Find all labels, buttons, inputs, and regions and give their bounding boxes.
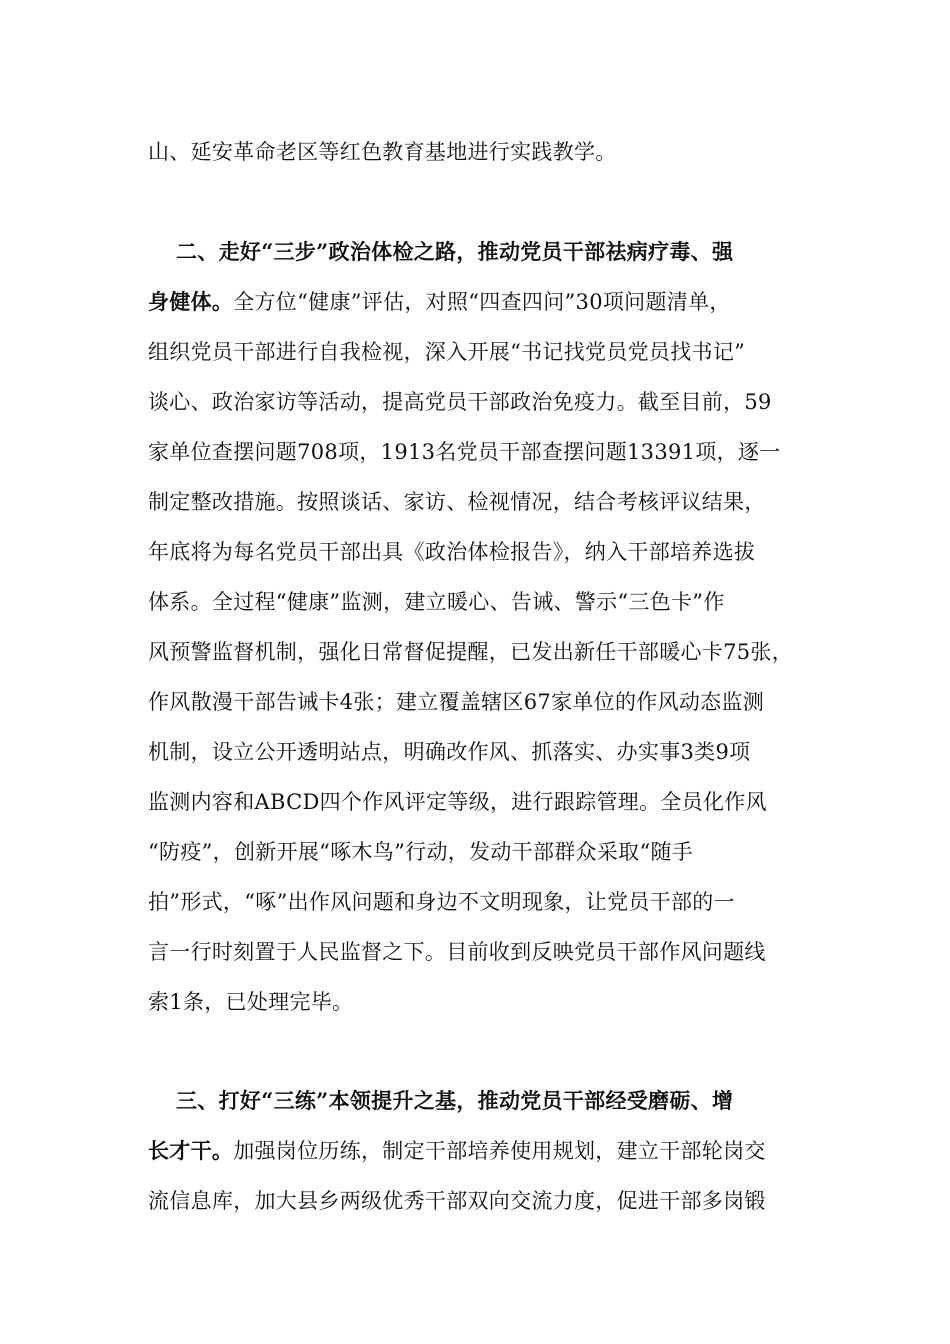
paragraph-line [148,1136,818,1166]
line-text: “防疫”，创新开展“啄木鸟”行动，发动干部群众采取“随手 [148,840,694,864]
line-text: 风预警监督机制，强化日常督促提醒，已发出新任干部暖心卡75张， [148,640,794,664]
paragraph-line [148,387,818,417]
section-heading-text: 二、走好“三步”政治体检之路，推动党员干部祛病疗毒、强 [176,239,734,264]
section-heading-text: 三、打好“三练”本领提升之基，推动党员干部经受磨砺、增 [176,1088,734,1113]
line-text: 家单位查摆问题708项，1913名党员干部查摆问题13391项，逐一 [148,440,781,464]
paragraph-line [148,687,818,717]
paragraph-line [148,337,818,367]
paragraph-line [148,937,818,967]
line-text: 言一行时刻置于人民监督之下。目前收到反映党员干部作风问题线 [148,940,766,964]
line-text: 索1条，已处理完毕。 [148,990,354,1014]
paragraph-line [148,587,818,617]
line-text: 谈心、政治家访等活动，提高党员干部政治免疫力。截至目前，59 [148,390,772,414]
paragraph-line [148,637,818,667]
line-text: 年底将为每名党员干部出具《政治体检报告》，纳入干部培养选拔 [148,540,756,564]
line-text: 机制，设立公开透明站点，明确改作风、抓落实、办实事3类9项 [148,740,751,764]
paragraph-line [148,987,818,1017]
paragraph-line [148,1186,818,1216]
section-heading-text: 长才干。 [148,1138,234,1163]
section-heading-text: 身健体。 [148,289,234,314]
line-text: 流信息库，加大县乡两级优秀干部双向交流力度，促进干部多岗锻 [148,1189,766,1213]
paragraph-line [148,887,818,917]
paragraph-line [148,837,818,867]
line-text: 作风散漫干部告诫卡4张；建立覆盖辖区67家单位的作风动态监测 [148,690,765,714]
paragraph-line [148,537,818,567]
paragraph-line [148,137,818,167]
line-text: 拍”形式，“啄”出作风问题和身边不文明现象，让党员干部的一 [148,890,735,914]
paragraph-line [148,787,818,817]
section-heading-line [176,237,846,267]
line-text: 监测内容和ABCD四个作风评定等级，进行跟踪管理。全员化作风 [148,790,767,814]
line-text: 全方位“健康”评估，对照“四查四问”30项问题清单， [233,290,731,314]
line-text: 制定整改措施。按照谈话、家访、检视情况，结合考核评议结果， [148,490,766,514]
line-text: 体系。全过程“健康”监测，建立暖心、告诫、警示“三色卡”作 [148,590,725,614]
section-heading-line [176,1086,846,1116]
paragraph-line [148,437,818,467]
line-text: 组织党员干部进行自我检视，深入开展“书记找党员党员找书记” [148,340,746,364]
paragraph-line [148,287,818,317]
line-text: 山、延安革命老区等红色教育基地进行实践教学。 [148,140,617,164]
line-text: 加强岗位历练，制定干部培养使用规划，建立干部轮岗交 [233,1139,766,1163]
paragraph-line [148,737,818,767]
paragraph-line [148,487,818,517]
